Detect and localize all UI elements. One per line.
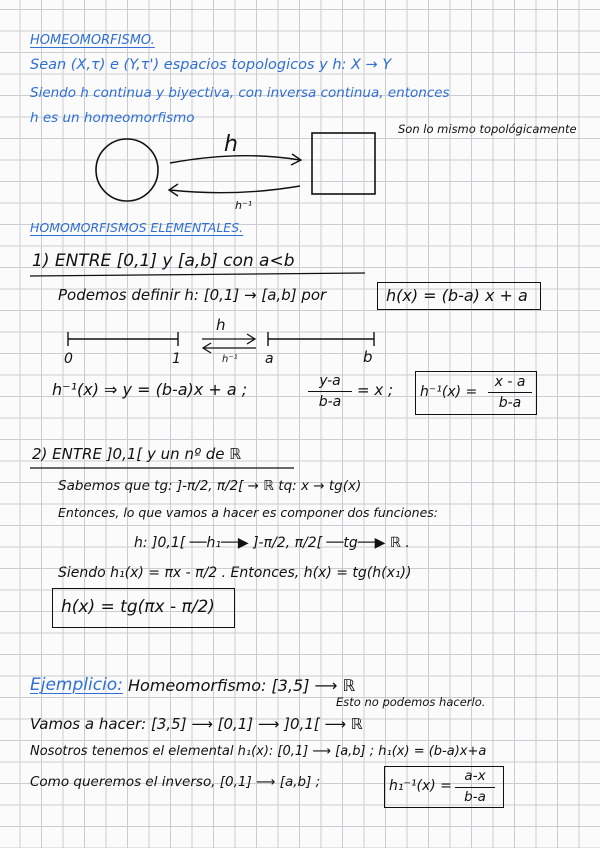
example-line-1: Vamos a hacer: [3,5] ⟶ [0,1] ⟶ ]0,1[ ⟶ ℝ — [30, 715, 363, 733]
fraction-num: a-x — [464, 768, 486, 784]
section-title-elementales: HOMOMORFISMOS ELEMENTALES. — [30, 220, 244, 235]
inverse-derivation: h⁻¹(x) ⇒ y = (b-a)x + a ; — [52, 380, 248, 399]
fraction-num: x - a — [494, 374, 526, 390]
example-note: Esto no podemos hacerlo. — [336, 695, 486, 709]
fraction-den: b-a — [464, 788, 486, 805]
definition-line-2: Siendo h continua y biyectiva, con inversa continua, entonces — [30, 85, 450, 101]
case2-then: Entonces, lo que vamos a hacer es componer dos funciones: — [58, 505, 439, 520]
fraction-a-minus-x — [455, 770, 495, 804]
fraction-den: b-a — [318, 394, 342, 410]
example-line-2: Nosotros tenemos el elemental h₁(x): [0,1] ⟶ [a,b] ; h₁(x) = (b-a)x+a — [30, 744, 487, 759]
fraction-num: y-a — [319, 373, 341, 389]
inverse-lhs: h⁻¹(x) = — [420, 384, 478, 400]
example-statement: Homeomorfismo: [3,5] ⟶ ℝ — [128, 676, 356, 695]
section-title-homeomorfismo: HOMEOMORFISMO. — [30, 33, 155, 48]
h-label: h — [224, 132, 238, 157]
fraction-den: b-a — [498, 395, 522, 411]
case1-formula: h(x) = (b-a) x + a — [386, 286, 528, 305]
case2-heading: 2) ENTRE ]0,1[ y un nº de ℝ — [32, 445, 242, 463]
example-title: Ejemplicio: — [30, 675, 123, 695]
interval-arrow-h: h — [216, 316, 226, 334]
definition-line-3: h es un homeomorfismo — [30, 110, 195, 126]
h-inverse-label: h⁻¹ — [235, 199, 253, 212]
interval-b: b — [363, 348, 373, 366]
example-line-3: Como queremos el inverso, [0,1] ⟶ [a,b] ; — [30, 774, 321, 790]
case2-composition: h: ]0,1[ ──h₁──▶ ]-π/2, π/2[ ──tg──▶ ℝ . — [134, 535, 410, 551]
case2-known: Sabemos que tg: ]-π/2, π/2[ → ℝ tq: x → tg(x) — [58, 478, 362, 494]
example-result-box — [384, 766, 504, 808]
interval-arrow-hinv: h⁻¹ — [222, 354, 238, 365]
topology-note: Son lo mismo topológicamente — [398, 122, 577, 136]
case1-define: Podemos definir h: [0,1] → [a,b] por — [58, 286, 327, 304]
interval-a: a — [265, 351, 274, 367]
case1-heading: 1) ENTRE [0,1] y [a,b] con a<b — [32, 251, 295, 271]
case2-result: h(x) = tg(πx - π/2) — [61, 597, 215, 617]
case2-siendo: Siendo h₁(x) = πx - π/2 . Entonces, h(x) = tg(h(x₁)) — [58, 565, 412, 581]
case2-result-box — [52, 588, 235, 628]
interval-0: 0 — [64, 351, 73, 367]
interval-1: 1 — [172, 351, 181, 367]
example-result-lhs: h₁⁻¹(x) = — [389, 778, 452, 794]
equals-x: = x ; — [357, 381, 394, 399]
definition-line-1: Sean (X,τ) e (Y,τ') espacios topologicos y h: X → Y — [30, 57, 392, 73]
